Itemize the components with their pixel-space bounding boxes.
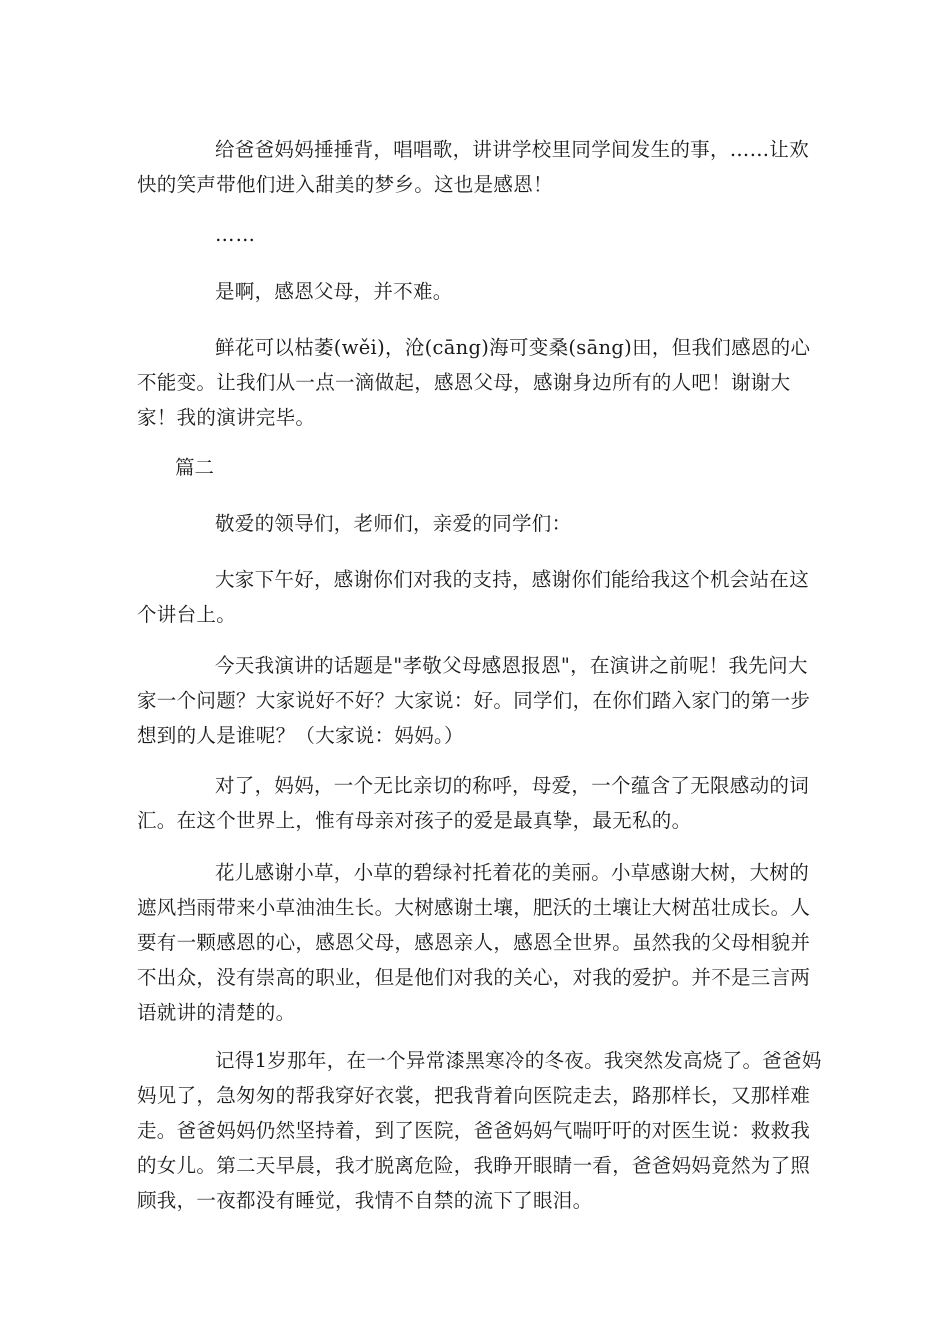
paragraph-salutation: 敬爱的领导们，老师们，亲爱的同学们： bbox=[215, 512, 572, 535]
paragraph-not-hard: 是啊，感恩父母，并不难。 bbox=[215, 280, 453, 303]
paragraph-fever-memory: 记得1岁那年，在一个异常漆黑寒冷的冬夜。我突然发高烧了。爸爸妈妈见了，急匆匆的帮我穿好衣裳，把我背着向医院走去，路那样长，又那样难走。爸爸妈妈仍然坚持着，到了医院，爸爸妈妈气喘吁吁的对医生说：救救我的女儿。第二天早晨，我才脱离危险，我睁开眼睛一看，爸爸妈妈竟然为了照顾我，一夜都没有睡觉，我情不自禁的流下了眼泪。 bbox=[137, 1049, 822, 1212]
paragraph-massage-parents: 给爸爸妈妈捶捶背，唱唱歌，讲讲学校里同学间发生的事，……让欢快的笑声带他们进入甜美的梦乡。这也是感恩！ bbox=[137, 138, 809, 196]
paragraph-gratitude-chain: 花儿感谢小草，小草的碧绿衬托着花的美丽。小草感谢大树，大树的遮风挡雨带来小草油油生长。大树感谢土壤，肥沃的土壤让大树茁壮成长。人要有一颗感恩的心，感恩父母，感恩亲人，感恩全世界。虽然我的父母相貌并不出众，没有崇高的职业，但是他们对我的关心，对我的爱护。并不是三言两语就讲的清楚的。 bbox=[137, 861, 811, 1024]
paragraph-flowers-wither: 鲜花可以枯萎(wěi)，沧(cāng)海可变桑(sāng)田，但我们感恩的心不能变。让我们从一点一滴做起，感恩父母，感谢身边所有的人吧！谢谢大家！我的演讲完毕。 bbox=[137, 336, 811, 429]
paragraph-greeting: 大家下午好，感谢你们对我的支持，感谢你们能给我这个机会站在这个讲台上。 bbox=[137, 568, 810, 626]
paragraph-topic: 今天我演讲的话题是"孝敬父母感恩报恩"，在演讲之前呢！我先问大家一个问题？大家说好不好？大家说：好。同学们，在你们踏入家门的第一步想到的人是谁呢？（大家说：妈妈。） bbox=[137, 654, 811, 747]
ellipsis-line: …… bbox=[215, 223, 256, 246]
section-heading-part-two: 篇二 bbox=[175, 456, 215, 479]
paragraph-mother: 对了，妈妈，一个无比亲切的称呼，母爱，一个蕴含了无限感动的词汇。在这个世界上，惟有母亲对孩子的爱是最真挚，最无私的。 bbox=[137, 774, 810, 832]
